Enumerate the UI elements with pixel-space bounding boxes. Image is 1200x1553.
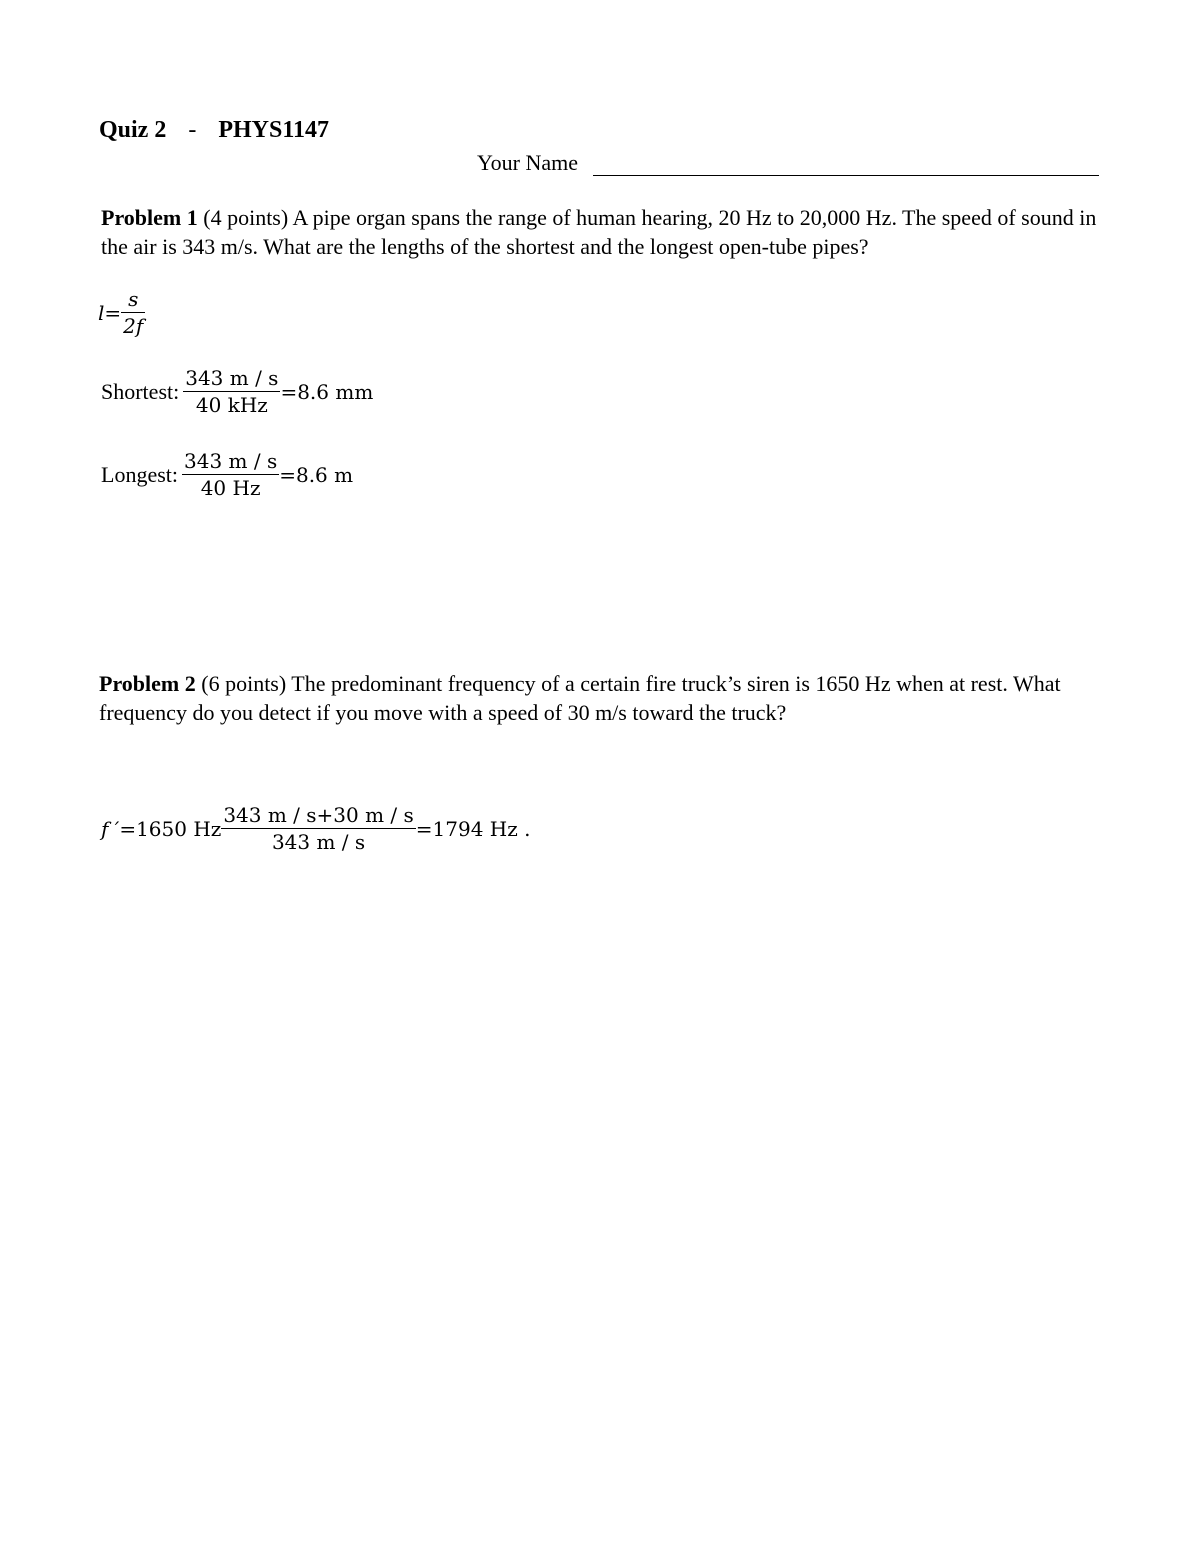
shortest-calculation xyxy=(101,368,373,415)
problem-2-points: (6 points) xyxy=(201,671,287,696)
doppler-denominator: 343 m / s xyxy=(271,830,366,854)
length-formula xyxy=(98,289,145,336)
shortest-label: Shortest: xyxy=(101,378,180,404)
fraction-bar xyxy=(121,312,145,313)
formula-equals: = xyxy=(104,300,122,325)
doppler-equation xyxy=(101,805,531,852)
name-field-line[interactable] xyxy=(593,175,1099,176)
fraction-bar xyxy=(183,391,280,392)
quiz-number: Quiz 2 xyxy=(99,117,167,143)
course-code: PHYS1147 xyxy=(218,117,330,143)
formula-fraction xyxy=(121,289,145,336)
fraction-bar xyxy=(221,828,415,829)
longest-numerator: 343 m / s xyxy=(184,449,278,473)
doppler-numerator: 343 m / s+30 m / s xyxy=(223,803,414,827)
longest-label: Longest: xyxy=(101,461,178,487)
problem-2-text: The predominant frequency of a certain fire truck’s siren is 1650 Hz when at rest. What frequency do you detect if you move with a speed of 30 m/s toward the truck? xyxy=(99,671,1061,725)
problem-2-statement xyxy=(99,669,1099,727)
fraction-bar xyxy=(182,474,279,475)
problem-1-label: Problem 1 xyxy=(101,205,198,230)
shortest-denominator: 40 kHz xyxy=(195,393,268,417)
quiz-title xyxy=(99,118,329,142)
formula-denominator: 2f xyxy=(123,314,144,338)
doppler-fraction xyxy=(221,805,415,852)
longest-denominator: 40 Hz xyxy=(200,476,261,500)
problem-1-statement xyxy=(101,203,1101,261)
shortest-numerator: 343 m / s xyxy=(185,366,279,390)
title-dash: - xyxy=(188,117,197,143)
shortest-fraction xyxy=(183,368,280,415)
formula-numerator: s xyxy=(128,287,139,311)
formula-lhs: l xyxy=(98,300,105,325)
doppler-prefactor: =1650 Hz xyxy=(119,816,222,841)
longest-calculation xyxy=(101,451,353,498)
problem-2-label: Problem 2 xyxy=(99,671,196,696)
longest-fraction xyxy=(182,451,279,498)
shortest-result: =8.6 mm xyxy=(280,379,374,404)
problem-1-points: (4 points) xyxy=(203,205,289,230)
name-label: Your Name xyxy=(477,150,579,175)
problem-1-text: A pipe organ spans the range of human hearing, 20 Hz to 20,000 Hz. The speed of sound in the air is 343 m/s. What are the lengths of the shortest and the longest open-tube pipes? xyxy=(101,205,1097,259)
doppler-lhs: f ′ xyxy=(101,816,120,841)
doppler-result: =1794 Hz . xyxy=(415,816,531,841)
longest-result: =8.6 m xyxy=(279,462,354,487)
